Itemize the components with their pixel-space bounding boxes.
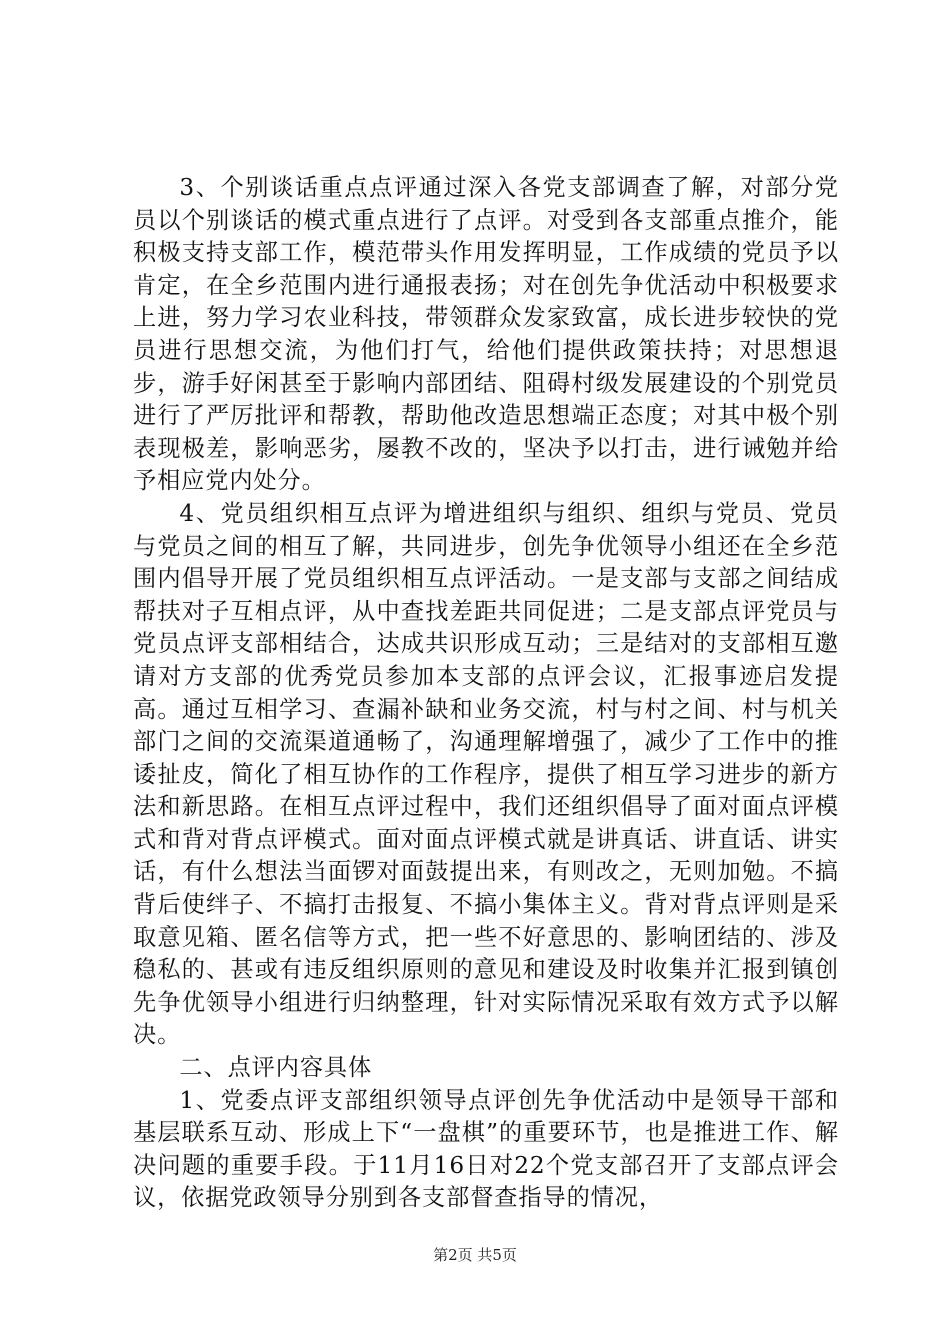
paragraph-mutual-review: 4、党员组织相互点评为增进组织与组织、组织与党员、党员与党员之间的相互了解，共同进步，创先争优领导小组还在全乡范围内倡导开展了党员组织相互点评活动。一是支部与支部之间结成帮扶对子互相点评，从中查找差距共同促进；二是支部点评党员与党员点评支部相结合，达成共识形成互动；三是结对的支部相互邀请对方支部的优秀党员参加本支部的点评会议，汇报事迹启发提高。通过互相学习、查漏补缺和业务交流，村与村之间、村与机关部门之间的交流渠道通畅了，沟通理解增强了，减少了工作中的推诿扯皮，简化了相互协作的工作程序，提供了相互学习进步的新方法和新思路。在相互点评过程中，我们还组织倡导了面对面点评模式和背对背点评模式。面对面点评模式就是讲真话、讲直话、讲实话，有什么想法当面锣对面鼓提出来，有则改之，无则加勉。不搞背后使绊子、不搞打击报复、不搞小集体主义。背对背点评则是采取意见箱、匿名信等方式，把一些不好意思的、影响团结的、涉及稳私的、甚或有违反组织原则的意见和建设及时收集并汇报到镇创先争优领导小组进行归纳整理，针对实际情况采取有效方式予以解决。 — [133, 499, 839, 1049]
section-heading: 二、点评内容具体 — [179, 1054, 373, 1082]
document-body — [133, 172, 839, 1215]
paragraph-individual-talk-review: 3、个别谈话重点点评通过深入各党支部调查了解，对部分党员以个别谈话的模式重点进行了点评。对受到各支部重点推介，能积极支持支部工作，模范带头作用发挥明显，工作成绩的党员予以肯定，在全乡范围内进行通报表扬；对在创先争优活动中积极要求上进，努力学习农业科技，带领群众发家致富，成长进步较快的党员进行思想交流，为他们打气，给他们提供政策扶持；对思想退步，游手好闲甚至于影响内部团结、阻碍村级发展建设的个别党员进行了严厉批评和帮教，帮助他改造思想端正态度；对其中极个别表现极差，影响恶劣，屡教不改的，坚决予以打击，进行诫勉并给予相应党内处分。 — [133, 174, 839, 495]
paragraph-party-committee-review: 1、党委点评支部组织领导点评创先争优活动中是领导干部和基层联系互动、形成上下“一盘棋”的重要环节，也是推进工作、解决问题的重要手段。于11月16日对22个党支部召开了支部点评会议，依据党政领导分别到各支部督查指导的情况， — [133, 1086, 839, 1212]
page-number-footer: 第2页 共5页 — [433, 1246, 517, 1264]
